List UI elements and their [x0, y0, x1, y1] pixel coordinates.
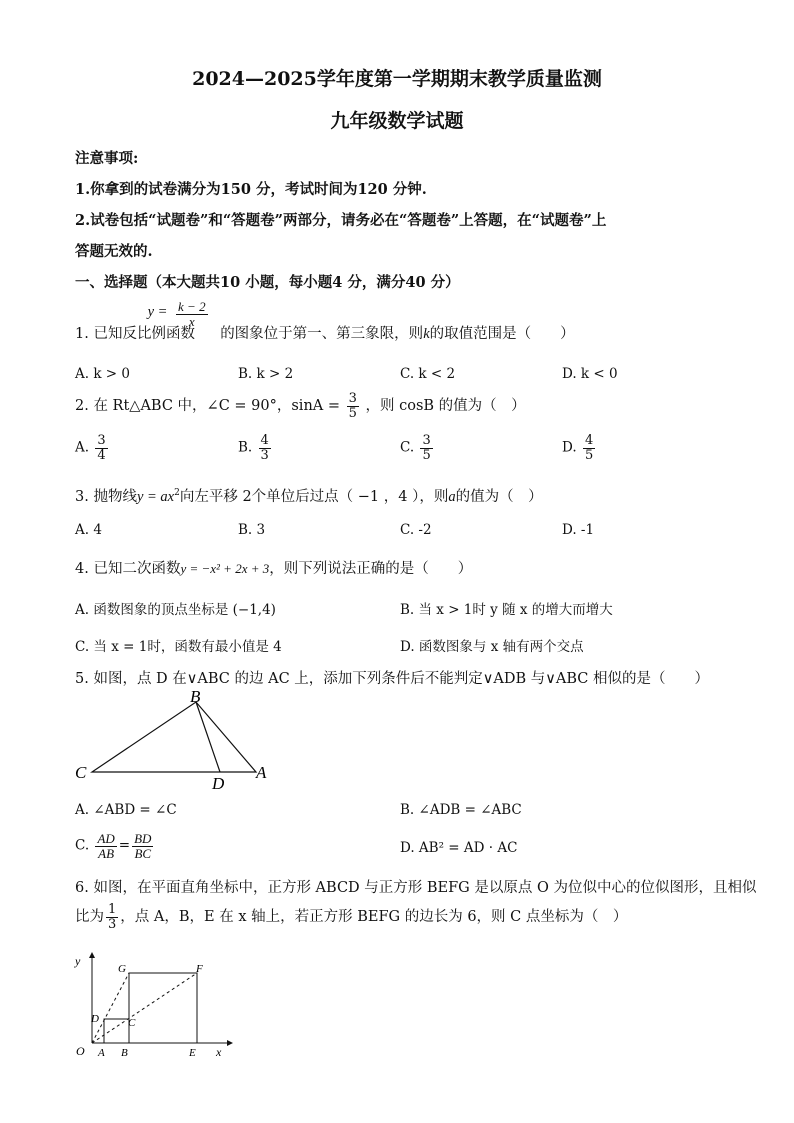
q1-post: 的图象位于第一、第三象限，则 [220, 326, 424, 343]
question-1 [75, 299, 619, 343]
q2-d-label: D. [562, 439, 577, 456]
q3-exp: 2 [174, 488, 180, 499]
q2-text: 2. 在 Rt△ABC 中，∠C = 90°，sinA = [75, 398, 341, 415]
q6-ratio-num: 1 [108, 902, 117, 917]
q1-option-d[interactable]: D. k < 0 [562, 366, 618, 382]
q6-label-g: G [118, 963, 126, 975]
question-3 [75, 485, 543, 506]
q2-b-label: B. [238, 439, 253, 456]
q6-coordinate-figure [70, 945, 240, 1065]
q2-d-frac [583, 434, 595, 462]
q2-c-den: 5 [422, 447, 431, 463]
q2-c-label: C. [400, 439, 415, 456]
q2-fraction [347, 392, 359, 420]
q6-label-y: y [75, 954, 81, 968]
q4-option-b[interactable]: B. 当 x > 1时 y 随 x 的增大而增大 [400, 602, 613, 618]
q2-den: 5 [348, 405, 357, 421]
q5-label-a: A [256, 763, 267, 782]
q2-a-den: 4 [97, 447, 106, 463]
q5-option-b[interactable]: B. ∠ADB = ∠ABC [400, 802, 522, 818]
q3-a: a [448, 489, 456, 505]
question-6-line-2 [75, 903, 627, 931]
q2-num: 3 [348, 391, 357, 406]
notes-item-2a: 2.试卷包括“试题卷”和“答题卷”两部分，请务必在“答题卷”上答题，在“试题卷”上 [75, 212, 607, 229]
q5-label-b: B [190, 690, 201, 706]
q6-label-x: x [216, 1045, 222, 1059]
section-heading: 一、选择题（本大题共10 小题，每小题4 分，满分40 分） [75, 274, 460, 291]
q1-num: k − 2 [178, 299, 206, 314]
q6-label-a: A [98, 1047, 105, 1059]
q1-y: y = [147, 304, 168, 321]
q2-d-num: 4 [584, 433, 594, 448]
q3-option-d[interactable]: D. -1 [562, 522, 595, 538]
q5-c-label: C. [75, 837, 90, 854]
q2-option-a[interactable] [75, 434, 110, 462]
notes-heading: 注意事项: [75, 150, 139, 167]
q6-square-befg [129, 973, 197, 1043]
q4-text: 4. 已知二次函数 [75, 561, 181, 577]
q5-option-a[interactable]: A. ∠ABD = ∠C [75, 802, 177, 818]
q5-label-d: D [212, 774, 225, 793]
q1-text: 1. 已知反比例函数 [75, 326, 195, 343]
q2-c-frac [420, 434, 432, 462]
q6-ratio [106, 903, 118, 931]
q1-fraction [176, 300, 208, 328]
notes-item-2b: 答题无效的. [75, 243, 153, 260]
q5-c-n2: BD [134, 831, 152, 846]
q3-option-a[interactable]: A. 4 [75, 522, 102, 538]
q1-option-c[interactable]: C. k < 2 [400, 366, 456, 382]
exam-subtitle: 九年级数学试题 [330, 110, 464, 132]
q3-mid: 向左平移 2个单位后过点（ −1 ，4 ），则 [179, 489, 449, 505]
question-6-line-1: 6. 如图，在平面直角坐标中，正方形 ABCD 与正方形 BEFG 是以原点 O 为位似中心的位似图形，且相似 [75, 880, 757, 896]
q3-expr: y = ax [136, 489, 175, 505]
q6-label-o: O [76, 1044, 85, 1058]
q5-label-c: C [75, 763, 87, 782]
q5-option-d[interactable]: D. AB² = AD · AC [400, 840, 518, 856]
q6-square-abcd [104, 1019, 129, 1043]
q2-b-frac [259, 434, 271, 462]
q1-option-b[interactable]: B. k > 2 [238, 366, 294, 382]
q1-k: k [423, 326, 430, 343]
question-4 [75, 557, 472, 578]
q4-post: ，则下列说法正确的是（ ） [269, 561, 473, 577]
q5-c-d2: BC [134, 845, 152, 861]
q4-option-d[interactable]: D. 函数图象与 x 轴有两个交点 [400, 639, 584, 655]
q2-a-num: 3 [97, 433, 106, 448]
q2-b-den: 3 [260, 447, 269, 463]
q3-text: 3. 抛物线 [75, 489, 137, 505]
question-2 [75, 392, 526, 420]
q2-d-den: 5 [584, 447, 594, 463]
q2-a-frac [95, 434, 107, 462]
q5-option-c[interactable] [75, 832, 155, 860]
q2-option-b[interactable] [238, 434, 273, 462]
q1-post2: 的取值范围是（ ） [429, 326, 575, 343]
q2-option-d[interactable] [562, 434, 597, 462]
q4-option-a[interactable]: A. 函数图象的顶点坐标是 (−1,4) [75, 602, 276, 618]
q6-label-d: D [91, 1013, 99, 1025]
q2-a-label: A. [75, 439, 90, 456]
q5-c-eq: = [118, 837, 131, 854]
q2-option-c[interactable] [400, 434, 435, 462]
q4-expr: y = −x² + 2x + 3 [180, 561, 270, 576]
q6-ratio-pre: 比为 [75, 909, 104, 926]
q6-label-f: F [196, 963, 203, 975]
q1-option-a[interactable]: A. k > 0 [75, 366, 130, 382]
q5-c-d1: AB [98, 845, 115, 861]
q6-label-c: C [128, 1017, 136, 1029]
q5-triangle-figure [70, 690, 280, 795]
q3-option-c[interactable]: C. -2 [400, 522, 432, 538]
q6-label-e: E [189, 1047, 196, 1059]
q5-segment-bd [196, 702, 220, 772]
q5-c-frac2 [132, 832, 153, 860]
q6-dash-og [92, 973, 129, 1043]
q3-option-b[interactable]: B. 3 [238, 522, 266, 538]
q6-text2: ，点 A，B，E 在 x 轴上，若正方形 BEFG 的边长为 6，则 C 点坐标为（ ） [120, 909, 628, 926]
q1-den: x [188, 313, 195, 329]
q6-dash-of [92, 973, 197, 1043]
q3-post: 的值为（ ） [455, 489, 543, 505]
q2-b-num: 4 [260, 433, 269, 448]
q5-c-n1: AD [97, 831, 115, 846]
notes-item-1: 1.你拿到的试卷满分为150 分，考试时间为120 分钟. [75, 181, 427, 198]
q5-c-frac1 [95, 832, 116, 860]
q2-post: ，则 cosB 的值为（ ） [365, 398, 526, 415]
question-5: 5. 如图，点 D 在∨ABC 的边 AC 上，添加下列条件后不能判定∨ADB 与∨ABC 相似的是（ ） [75, 671, 709, 687]
q5-triangle-abc [92, 702, 256, 772]
q2-c-num: 3 [422, 433, 431, 448]
q6-ratio-den: 3 [108, 916, 117, 932]
q6-label-b: B [121, 1047, 128, 1059]
exam-title: 2024—2025学年度第一学期期末教学质量监测 [192, 68, 602, 90]
q4-option-c[interactable]: C. 当 x = 1时，函数有最小值是 4 [75, 639, 282, 655]
